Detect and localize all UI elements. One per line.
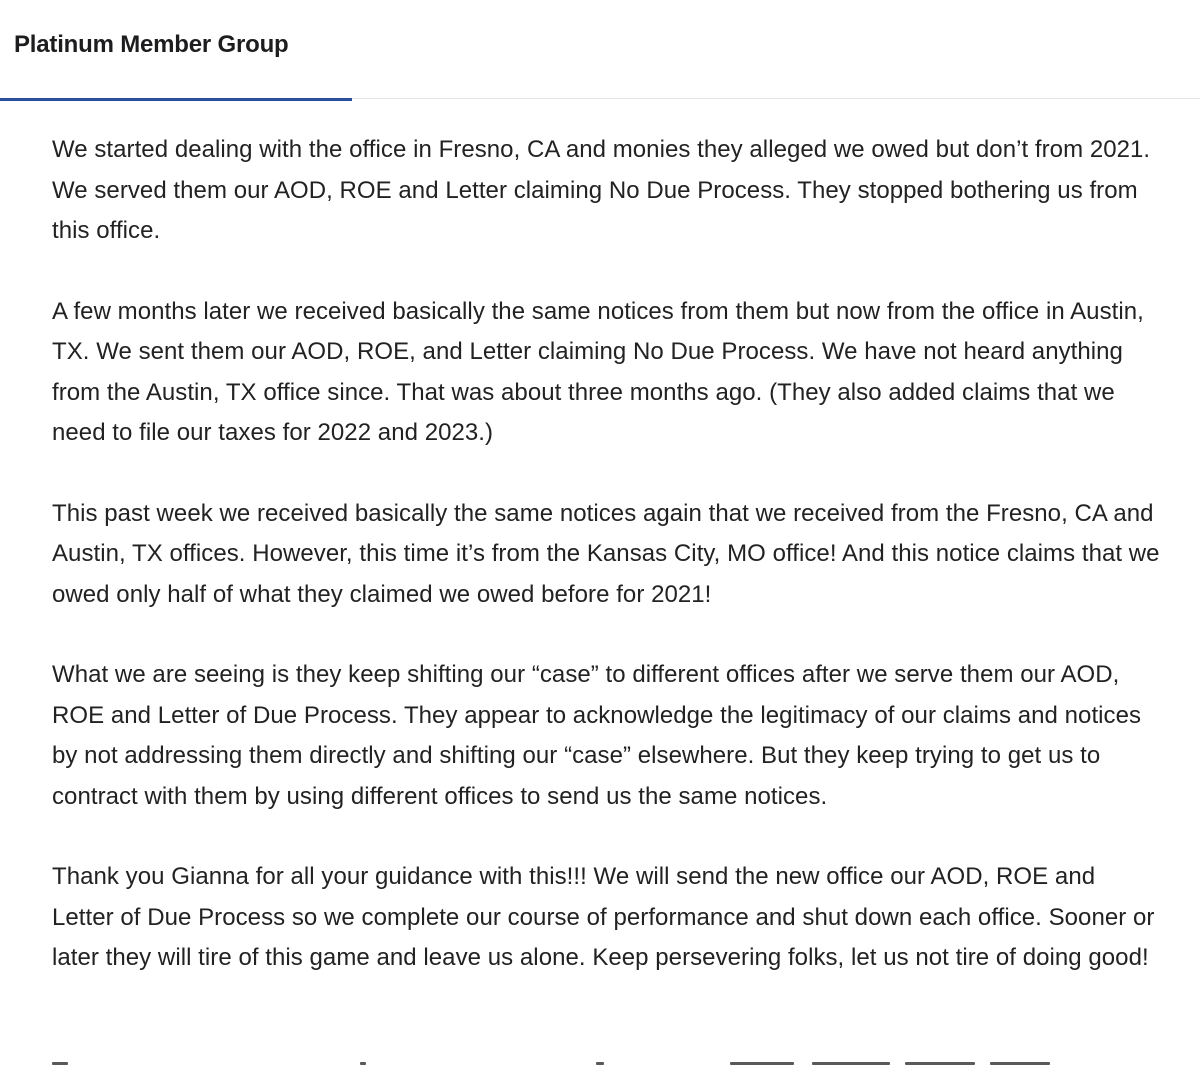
group-header	[0, 0, 1200, 99]
tab-label: Platinum Member Group	[14, 31, 289, 58]
post-body	[52, 130, 1162, 979]
post-paragraph: This past week we received basically the same notices again that we received from the Fresno, CA and Austin, TX offices. However, this time it’s from the Kansas City, MO office! And this notice claims that we owed only half of what they claimed we owed before for 2021!	[52, 499, 1160, 608]
post-paragraph: We started dealing with the office in Fresno, CA and monies they alleged we owed but don’t from 2021. We served them our AOD, ROE and Letter claiming No Due Process. They stopped bothering us from this office.	[52, 136, 1151, 244]
post-paragraph: A few months later we received basically the same notices from them but now from the office in Austin, TX. We sent them our AOD, ROE, and Letter claiming No Due Process. We have not heard anything from the Austin, TX office since. That was about three months ago. (They also added claims that we need to file our taxes for 2022 and 2023.)	[52, 297, 1144, 446]
truncated-next-line	[0, 1058, 1200, 1065]
post-paragraph: What we are seeing is they keep shifting our “case” to different offices after we serve them our AOD, ROE and Letter of Due Process. They appear to acknowledge the legitimacy of our claims and notices by not addressing them directly and shifting our “case” elsewhere. But they keep trying to get us to contract with them by using different offices to send us the same notices.	[52, 661, 1142, 810]
post-paragraph: Thank you Gianna for all your guidance with this!!! We will send the new office our AOD, ROE and Letter of Due Process so we complete our course of performance and shut down each office. Sooner or later they will tire of this game and leave us alone. Keep persevering folks, let us not tire of doing good!	[52, 863, 1155, 971]
tab-platinum-member-group[interactable]	[0, 0, 352, 99]
active-tab-indicator	[0, 98, 352, 101]
